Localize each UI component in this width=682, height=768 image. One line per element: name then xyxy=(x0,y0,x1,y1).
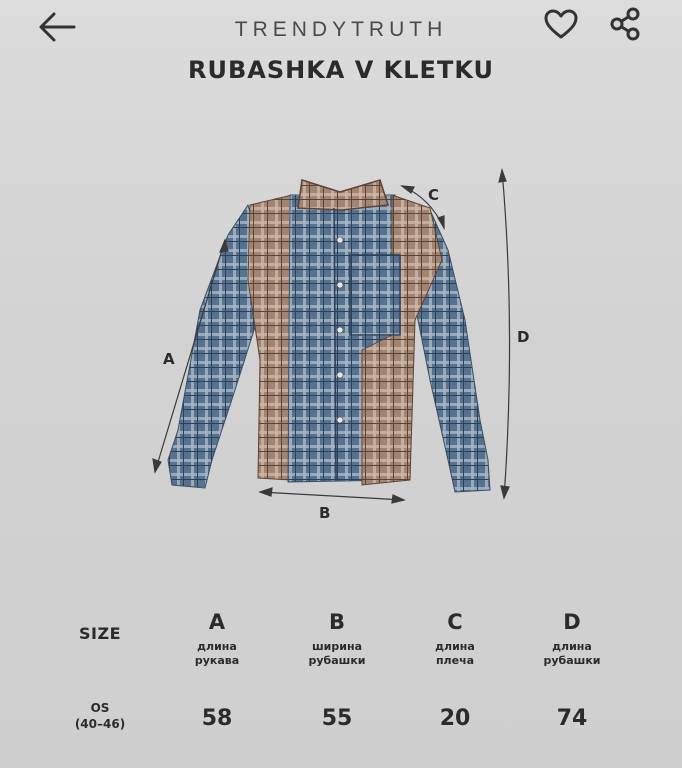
size-os: OS (40–46) xyxy=(74,701,126,731)
chest-pocket xyxy=(350,255,400,335)
brand-logo: TRENDYTRUTH xyxy=(234,18,448,41)
column-c-header: C длина плеча xyxy=(435,610,475,667)
label-a: A xyxy=(163,350,175,368)
size-header: SIZE xyxy=(78,624,121,643)
dimension-b xyxy=(260,488,404,503)
dimension-d xyxy=(499,170,510,498)
column-b-header: B ширина рубашки xyxy=(308,610,366,667)
value-c: 20 xyxy=(439,706,471,731)
label-d: D xyxy=(517,328,530,346)
column-a-header: A длина рукава xyxy=(194,610,240,667)
collar xyxy=(298,180,388,210)
top-bar xyxy=(0,0,682,52)
column-d-header: D длина рубашки xyxy=(543,610,601,667)
value-a: 58 xyxy=(201,706,233,731)
label-c: C xyxy=(428,186,440,204)
value-d: 74 xyxy=(556,706,588,731)
value-b: 55 xyxy=(321,706,353,731)
label-b: B xyxy=(319,504,331,522)
heart-icon[interactable] xyxy=(543,8,579,40)
body-left-panel xyxy=(248,195,292,480)
product-title: RUBASHKA V KLETKU xyxy=(188,56,494,84)
shirt-measurement-diagram xyxy=(130,160,560,530)
share-icon[interactable] xyxy=(607,6,643,42)
